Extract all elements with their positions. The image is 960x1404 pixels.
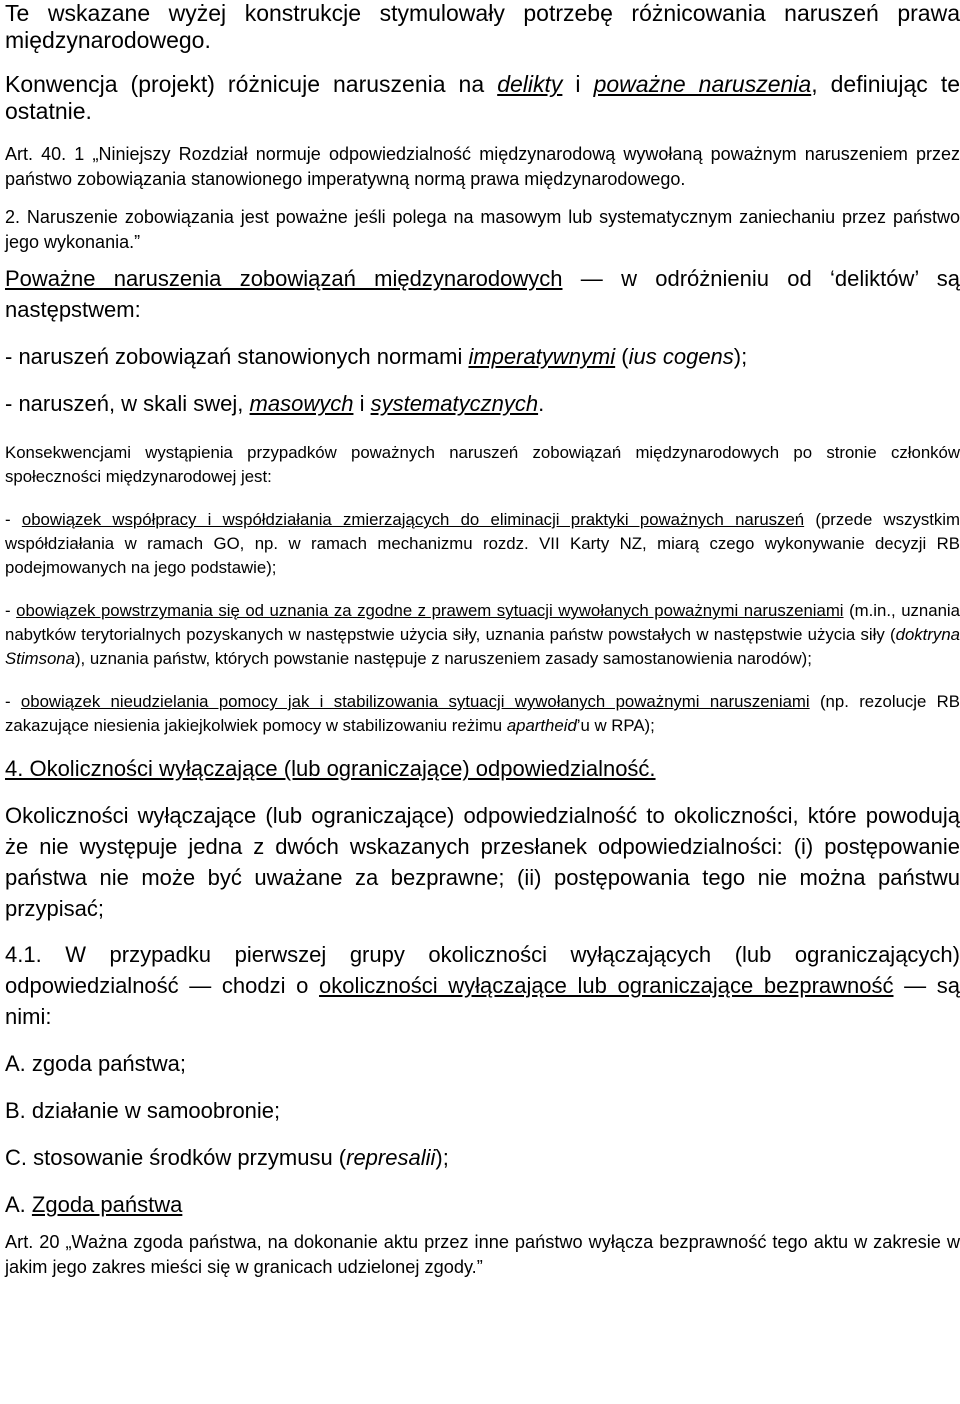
text-run: - naruszeń, w skali swej, (5, 391, 250, 416)
text-run: Te wskazane wyżej konstrukcje stymulowały potrzebę różnicowania naruszeń prawa międzynarodowego. (5, 0, 960, 53)
text-run: C. stosowanie środków przymusu ( (5, 1145, 347, 1170)
text-run: - (5, 692, 21, 711)
text-run: masowych (249, 391, 354, 416)
paragraph-1 (5, 71, 960, 125)
text-run: (przede wszystkim współdziałania w ramach GO, np. w ramach mechanizmu rozdz. VII Karty NZ, miarą czego wykonywanie decyzji RB podejmowanych na jego podstawie); (5, 510, 960, 577)
paragraph-6 (5, 388, 960, 419)
paragraph-17 (5, 1189, 960, 1220)
text-run: Okoliczności wyłączające (lub ograniczające) odpowiedzialność to okoliczności, które powodują że nie występuje jedna z dwóch wskazanych przesłanek odpowiedzialności: (i) postępowanie państwa nie może być uważane za bezprawne; (ii) postępowania tego nie można państwu przypisać; (5, 803, 960, 921)
paragraph-2 (5, 142, 960, 192)
text-run: systematycznych (370, 391, 539, 416)
text-run: - (5, 510, 22, 529)
text-run: 4.1. W przypadku pierwszej grupy okoliczności wyłączających (lub ograniczających) odpowiedzialność — chodzi o (5, 942, 960, 998)
text-run: represalii (346, 1145, 436, 1170)
text-run: - (5, 601, 17, 620)
text-run: poważne naruszenia (593, 71, 812, 97)
paragraph-3 (5, 205, 960, 255)
paragraph-16 (5, 1142, 960, 1173)
text-run: obowiązek współpracy i współdziałania zmierzających do eliminacji praktyki poważnych naruszeń (21, 510, 805, 529)
text-run: delikty (497, 71, 563, 97)
paragraph-12 (5, 800, 960, 924)
text-run: — w odróżnieniu od ‘deliktów’ są następstwem: (5, 266, 960, 322)
text-run: ); (435, 1145, 449, 1170)
text-run: ( (615, 344, 629, 369)
paragraph-9 (5, 599, 960, 671)
text-run: doktryna Stimsona (5, 625, 960, 668)
paragraph-7 (5, 441, 960, 489)
text-run: imperatywnymi (468, 344, 616, 369)
text-run: (m.in., uznania nabytków terytorialnych pozyskanych w następstwie użycia siły, uznania państw powstałych w następstwie użycia siły ( (5, 601, 960, 644)
text-run: B. działanie w samoobronie; (5, 1098, 281, 1123)
text-run: ’u w RPA); (576, 716, 655, 735)
text-run: - naruszeń zobowiązań stanowionych normami (5, 344, 469, 369)
text-run: Poważne naruszenia zobowiązań międzynarodowych (5, 266, 563, 291)
text-run: Art. 20 „Ważna zgoda państwa, na dokonanie aktu przez inne państwo wyłącza bezprawność tego aktu w zakresie w jakim jego zakres mieści się w granicach udzielonej zgody.” (5, 1232, 960, 1277)
paragraph-18 (5, 1230, 960, 1280)
text-run: . (538, 391, 545, 416)
text-run: apartheid (506, 716, 577, 735)
text-run: okoliczności wyłączające lub ograniczające bezprawność (319, 973, 894, 998)
paragraph-5 (5, 341, 960, 372)
paragraph-8 (5, 508, 960, 580)
paragraph-0 (5, 0, 960, 54)
text-run: (np. rezolucje RB zakazujące niesienia jakiejkolwiek pomocy w stabilizowaniu reżimu (5, 692, 960, 735)
text-run: , definiując te ostatnie. (5, 71, 960, 124)
text-run: A. (5, 1192, 32, 1217)
text-run: ); (733, 344, 748, 369)
text-run: Art. 40. 1 „Niniejszy Rozdział normuje odpowiedzialność międzynarodową wywołaną poważnym naruszeniem przez państwo zobowiązania stanowionego imperatywną normą prawa międzynarodowego. (5, 144, 960, 189)
text-run: Zgoda państwa (31, 1192, 183, 1217)
text-run: 4. Okoliczności wyłączające (lub ograniczające) odpowiedzialność. (5, 756, 656, 781)
paragraph-13 (5, 939, 960, 1032)
text-run: i (562, 71, 594, 97)
text-run: i (353, 391, 371, 416)
text-run: Konsekwencjami wystąpienia przypadków poważnych naruszeń zobowiązań międzynarodowych po stronie członków społeczności międzynarodowej jest: (5, 443, 960, 486)
text-run: ius cogens (628, 344, 734, 369)
text-run: A. zgoda państwa; (5, 1051, 187, 1076)
text-run: Konwencja (projekt) różnicuje naruszenia na (5, 71, 498, 97)
paragraph-11 (5, 753, 960, 784)
text-run: — są nimi: (5, 973, 960, 1029)
paragraph-10 (5, 690, 960, 738)
text-run: obowiązek powstrzymania się od uznania za zgodne z prawem sytuacji wywołanych poważnymi naruszeniami (16, 601, 844, 620)
paragraph-14 (5, 1048, 960, 1079)
text-run: obowiązek nieudzielania pomocy jak i stabilizowania sytuacji wywołanych poważnymi naruszeniami (20, 692, 810, 711)
text-run: ), uznania państw, których powstanie następuje z naruszeniem zasady samostanowienia narodów); (74, 649, 812, 668)
text-run: 2. Naruszenie zobowiązania jest poważne jeśli polega na masowym lub systematycznym zaniechaniu przez państwo jego wykonania.” (5, 207, 960, 252)
paragraph-15 (5, 1095, 960, 1126)
paragraph-4 (5, 263, 960, 325)
